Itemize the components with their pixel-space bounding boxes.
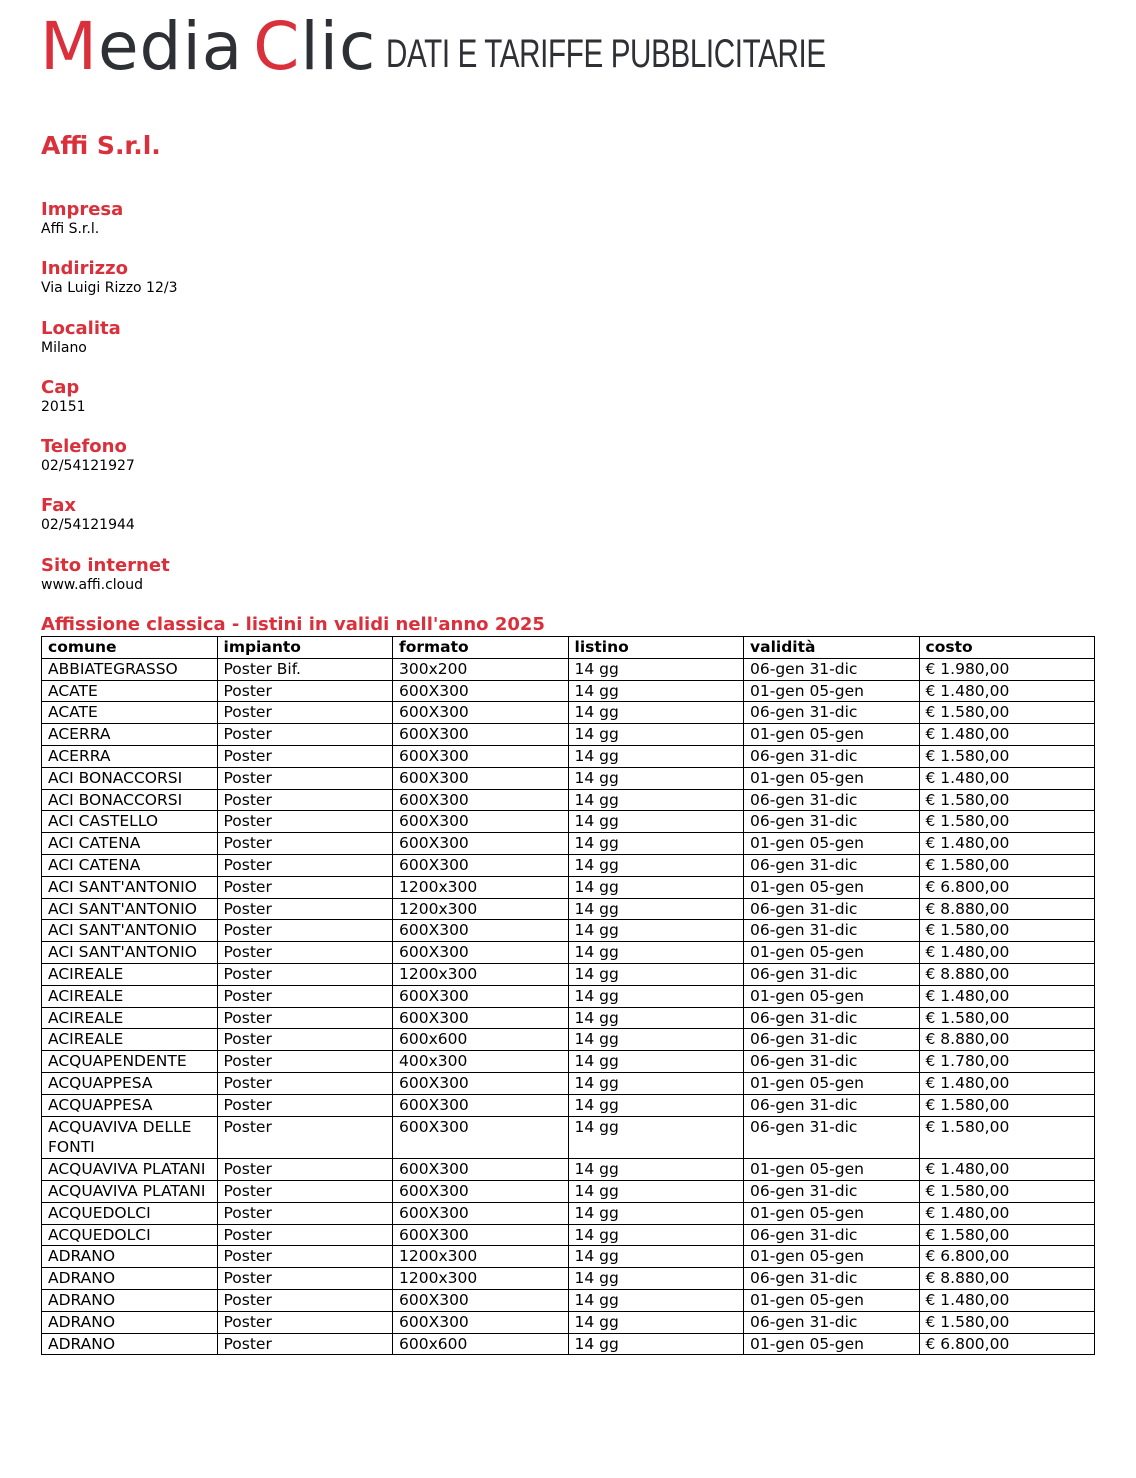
table-cell: ACI CASTELLO <box>42 811 218 833</box>
table-cell: 01-gen 05-gen <box>744 767 920 789</box>
table-cell: 14 gg <box>568 724 744 746</box>
table-cell: ACERRA <box>42 724 218 746</box>
table-cell: 600X300 <box>393 985 569 1007</box>
mediaclic-logo <box>40 8 981 85</box>
table-cell: 1200x300 <box>393 1268 569 1290</box>
table-cell: 600X300 <box>393 745 569 767</box>
table-cell: 06-gen 31-dic <box>744 963 920 985</box>
table-cell: 01-gen 05-gen <box>744 1289 920 1311</box>
table-cell: 06-gen 31-dic <box>744 1094 920 1116</box>
table-cell: 01-gen 05-gen <box>744 1072 920 1094</box>
table-row <box>42 985 1095 1007</box>
table-cell: € 1.580,00 <box>919 1094 1095 1116</box>
table-row <box>42 854 1095 876</box>
table-row <box>42 1072 1095 1094</box>
company-info <box>41 199 641 614</box>
table-cell: € 1.580,00 <box>919 1116 1095 1159</box>
table-row <box>42 876 1095 898</box>
table-row <box>42 833 1095 855</box>
table-cell: € 1.580,00 <box>919 702 1095 724</box>
logo-tagline: DATI E TARIFFE PUBBLICITARIE <box>386 32 827 76</box>
info-field-value: Milano <box>41 339 87 356</box>
table-cell: 01-gen 05-gen <box>744 833 920 855</box>
table-cell: Poster Bif. <box>217 658 393 680</box>
table-cell: 1200x300 <box>393 876 569 898</box>
table-row <box>42 1289 1095 1311</box>
info-field-label: Indirizzo <box>41 258 128 280</box>
logo-wordmark-media <box>40 8 244 85</box>
table-cell: € 1.480,00 <box>919 724 1095 746</box>
table-row <box>42 811 1095 833</box>
table-cell: 14 gg <box>568 942 744 964</box>
info-field-value: Via Luigi Rizzo 12/3 <box>41 280 178 297</box>
info-field-value: 20151 <box>41 398 86 415</box>
table-cell: 14 gg <box>568 680 744 702</box>
table-cell: 01-gen 05-gen <box>744 1246 920 1268</box>
table-row <box>42 1007 1095 1029</box>
table-cell: 01-gen 05-gen <box>744 724 920 746</box>
table-cell: Poster <box>217 920 393 942</box>
table-cell: 14 gg <box>568 658 744 680</box>
table-row <box>42 1029 1095 1051</box>
table-cell: Poster <box>217 811 393 833</box>
info-field <box>41 555 641 614</box>
table-cell: 14 gg <box>568 1072 744 1094</box>
table-cell: Poster <box>217 1180 393 1202</box>
table-row <box>42 724 1095 746</box>
table-cell: Poster <box>217 833 393 855</box>
table-cell: ACERRA <box>42 745 218 767</box>
table-cell: 01-gen 05-gen <box>744 1202 920 1224</box>
table-row <box>42 702 1095 724</box>
table-cell: 600X300 <box>393 1289 569 1311</box>
page-title: Affi S.r.l. <box>41 131 161 160</box>
table-cell: ACQUAVIVA DELLE FONTI <box>42 1116 218 1159</box>
table-cell: 06-gen 31-dic <box>744 1029 920 1051</box>
info-field-value[interactable]: www.affi.cloud <box>41 576 143 593</box>
table-cell: € 1.480,00 <box>919 1072 1095 1094</box>
table-cell: 600X300 <box>393 1180 569 1202</box>
table-cell: 06-gen 31-dic <box>744 1268 920 1290</box>
table-cell: Poster <box>217 963 393 985</box>
table-cell: € 8.880,00 <box>919 963 1095 985</box>
table-cell: € 1.480,00 <box>919 833 1095 855</box>
table-cell: 14 gg <box>568 985 744 1007</box>
table-cell: 14 gg <box>568 854 744 876</box>
info-field <box>41 436 641 495</box>
table-row <box>42 745 1095 767</box>
table-cell: € 1.580,00 <box>919 745 1095 767</box>
table-cell: € 8.880,00 <box>919 1029 1095 1051</box>
table-row <box>42 1159 1095 1181</box>
table-cell: ACATE <box>42 702 218 724</box>
table-cell: 600X300 <box>393 1072 569 1094</box>
table-cell: ACQUAPPESA <box>42 1072 218 1094</box>
table-row <box>42 680 1095 702</box>
table-cell: 1200x300 <box>393 1246 569 1268</box>
logo-letter: M <box>40 8 98 85</box>
table-cell: 14 gg <box>568 1289 744 1311</box>
column-header: listino <box>568 637 744 659</box>
table-cell: 400x300 <box>393 1051 569 1073</box>
table-row <box>42 1311 1095 1333</box>
table-cell: Poster <box>217 1311 393 1333</box>
table-cell: 14 gg <box>568 833 744 855</box>
table-cell: Poster <box>217 1116 393 1159</box>
table-cell: 06-gen 31-dic <box>744 1116 920 1159</box>
info-field-label: Impresa <box>41 199 124 220</box>
table-cell: 600X300 <box>393 724 569 746</box>
table-cell: 01-gen 05-gen <box>744 942 920 964</box>
table-cell: ACI BONACCORSI <box>42 789 218 811</box>
table-cell: 14 gg <box>568 1202 744 1224</box>
table-row <box>42 1094 1095 1116</box>
table-cell: 06-gen 31-dic <box>744 658 920 680</box>
table-cell: 600X300 <box>393 1094 569 1116</box>
table-row <box>42 789 1095 811</box>
price-list-table <box>41 636 1095 1355</box>
table-cell: 14 gg <box>568 1224 744 1246</box>
table-header-row <box>42 637 1095 659</box>
table-cell: 14 gg <box>568 1180 744 1202</box>
table-cell: Poster <box>217 854 393 876</box>
info-field <box>41 199 641 258</box>
info-field-label: Telefono <box>41 436 127 458</box>
table-cell: ACQUAPENDENTE <box>42 1051 218 1073</box>
table-cell: 300x200 <box>393 658 569 680</box>
table-cell: € 1.780,00 <box>919 1051 1095 1073</box>
table-cell: 01-gen 05-gen <box>744 1333 920 1355</box>
table-cell: Poster <box>217 789 393 811</box>
table-row <box>42 898 1095 920</box>
table-cell: 06-gen 31-dic <box>744 1051 920 1073</box>
column-header: costo <box>919 637 1095 659</box>
table-cell: Poster <box>217 680 393 702</box>
table-cell: Poster <box>217 1159 393 1181</box>
table-cell: € 1.480,00 <box>919 1202 1095 1224</box>
table-cell: Poster <box>217 702 393 724</box>
table-cell: 14 gg <box>568 789 744 811</box>
table-cell: 14 gg <box>568 811 744 833</box>
table-cell: 06-gen 31-dic <box>744 745 920 767</box>
logo-letters: lic <box>300 8 377 85</box>
table-row <box>42 920 1095 942</box>
table-row <box>42 1116 1095 1159</box>
table-cell: € 1.480,00 <box>919 985 1095 1007</box>
table-cell: 01-gen 05-gen <box>744 680 920 702</box>
table-cell: 06-gen 31-dic <box>744 811 920 833</box>
table-cell: Poster <box>217 876 393 898</box>
table-cell: 06-gen 31-dic <box>744 1180 920 1202</box>
table-cell: 600X300 <box>393 1311 569 1333</box>
table-cell: € 1.580,00 <box>919 1180 1095 1202</box>
table-row <box>42 767 1095 789</box>
table-cell: 06-gen 31-dic <box>744 920 920 942</box>
table-cell: € 6.800,00 <box>919 1333 1095 1355</box>
info-field-value: Affi S.r.l. <box>41 221 100 237</box>
table-cell: ACIREALE <box>42 963 218 985</box>
table-cell: ACI BONACCORSI <box>42 767 218 789</box>
table-cell: Poster <box>217 1029 393 1051</box>
table-cell: Poster <box>217 1007 393 1029</box>
table-cell: 600X300 <box>393 854 569 876</box>
table-cell: € 6.800,00 <box>919 1246 1095 1268</box>
table-cell: 1200x300 <box>393 963 569 985</box>
table-cell: 14 gg <box>568 767 744 789</box>
table-cell: ACIREALE <box>42 1029 218 1051</box>
table-cell: € 1.480,00 <box>919 1159 1095 1181</box>
section-title: Affissione classica - listini in validi nell'anno 2025 <box>41 614 545 635</box>
table-cell: 14 gg <box>568 702 744 724</box>
table-cell: 600X300 <box>393 811 569 833</box>
table-cell: 06-gen 31-dic <box>744 1224 920 1246</box>
table-cell: Poster <box>217 985 393 1007</box>
logo-letter: C <box>253 8 301 85</box>
info-field <box>41 258 641 317</box>
table-cell: Poster <box>217 1289 393 1311</box>
table-cell: 06-gen 31-dic <box>744 1311 920 1333</box>
table-cell: ACQUEDOLCI <box>42 1202 218 1224</box>
table-cell: Poster <box>217 745 393 767</box>
table-cell: ACQUAVIVA PLATANI <box>42 1159 218 1181</box>
table-cell: € 1.580,00 <box>919 920 1095 942</box>
logo-letters: edia <box>97 8 244 85</box>
table-cell: € 1.580,00 <box>919 811 1095 833</box>
column-header: comune <box>42 637 218 659</box>
table-cell: 14 gg <box>568 1159 744 1181</box>
info-field-label: Sito internet <box>41 554 170 576</box>
table-cell: € 1.580,00 <box>919 1007 1095 1029</box>
table-cell: € 8.880,00 <box>919 1268 1095 1290</box>
table-cell: Poster <box>217 898 393 920</box>
info-field-value: 02/54121927 <box>41 458 135 475</box>
table-cell: 600x600 <box>393 1029 569 1051</box>
table-cell: 14 gg <box>568 1051 744 1073</box>
table-row <box>42 1333 1095 1355</box>
table-cell: 14 gg <box>568 1116 744 1159</box>
table-cell: 01-gen 05-gen <box>744 1159 920 1181</box>
info-field-value: 02/54121944 <box>41 517 135 534</box>
table-cell: 14 gg <box>568 1094 744 1116</box>
table-cell: € 1.480,00 <box>919 942 1095 964</box>
table-row <box>42 1202 1095 1224</box>
table-row <box>42 963 1095 985</box>
table-cell: € 1.480,00 <box>919 1289 1095 1311</box>
table-cell: 06-gen 31-dic <box>744 702 920 724</box>
table-row <box>42 1246 1095 1268</box>
table-cell: ACQUAPPESA <box>42 1094 218 1116</box>
table-row <box>42 942 1095 964</box>
table-cell: 600X300 <box>393 942 569 964</box>
table-cell: 06-gen 31-dic <box>744 854 920 876</box>
table-cell: ACI CATENA <box>42 854 218 876</box>
info-field-label: Cap <box>41 376 80 398</box>
column-header: validità <box>744 637 920 659</box>
info-field <box>41 318 641 377</box>
table-cell: Poster <box>217 1333 393 1355</box>
table-cell: 600X300 <box>393 833 569 855</box>
table-row <box>42 1051 1095 1073</box>
table-cell: ADRANO <box>42 1333 218 1355</box>
table-cell: ACATE <box>42 680 218 702</box>
table-cell: 600X300 <box>393 680 569 702</box>
table-cell: 14 gg <box>568 1268 744 1290</box>
table-cell: 14 gg <box>568 1333 744 1355</box>
table-cell: ADRANO <box>42 1311 218 1333</box>
info-field-label: Fax <box>41 495 76 517</box>
table-cell: 1200x300 <box>393 898 569 920</box>
table-cell: Poster <box>217 1224 393 1246</box>
table-cell: 600x600 <box>393 1333 569 1355</box>
table-cell: 14 gg <box>568 1311 744 1333</box>
table-cell: 600X300 <box>393 1116 569 1159</box>
table-cell: € 8.880,00 <box>919 898 1095 920</box>
table-cell: 14 gg <box>568 1246 744 1268</box>
table-row <box>42 1268 1095 1290</box>
table-cell: ABBIATEGRASSO <box>42 658 218 680</box>
table-cell: Poster <box>217 767 393 789</box>
table-cell: € 1.980,00 <box>919 658 1095 680</box>
table-cell: 600X300 <box>393 702 569 724</box>
table-cell: € 1.480,00 <box>919 767 1095 789</box>
info-field-label: Localita <box>41 317 121 339</box>
table-cell: 01-gen 05-gen <box>744 985 920 1007</box>
table-cell: ACI CATENA <box>42 833 218 855</box>
table-cell: Poster <box>217 1051 393 1073</box>
table-cell: 06-gen 31-dic <box>744 898 920 920</box>
table-cell: 14 gg <box>568 1029 744 1051</box>
info-field <box>41 495 641 554</box>
table-cell: ACI SANT'ANTONIO <box>42 876 218 898</box>
table-cell: Poster <box>217 724 393 746</box>
table-cell: 14 gg <box>568 745 744 767</box>
table-cell: 600X300 <box>393 1007 569 1029</box>
table-cell: 14 gg <box>568 1007 744 1029</box>
column-header: impianto <box>217 637 393 659</box>
table-cell: 14 gg <box>568 876 744 898</box>
table-cell: ADRANO <box>42 1289 218 1311</box>
table-cell: Poster <box>217 1072 393 1094</box>
table-cell: 14 gg <box>568 920 744 942</box>
table-cell: € 1.580,00 <box>919 1224 1095 1246</box>
table-row <box>42 1224 1095 1246</box>
table-cell: ACIREALE <box>42 985 218 1007</box>
table-body <box>42 658 1095 1355</box>
table-cell: 600X300 <box>393 1224 569 1246</box>
table-cell: ACQUAVIVA PLATANI <box>42 1180 218 1202</box>
table-cell: ACI SANT'ANTONIO <box>42 898 218 920</box>
table-cell: ADRANO <box>42 1246 218 1268</box>
info-field <box>41 377 641 436</box>
table-cell: € 1.580,00 <box>919 854 1095 876</box>
table-cell: € 1.580,00 <box>919 789 1095 811</box>
table-cell: € 1.580,00 <box>919 1311 1095 1333</box>
table-cell: Poster <box>217 1094 393 1116</box>
table-cell: 600X300 <box>393 1159 569 1181</box>
table-cell: Poster <box>217 1268 393 1290</box>
table-cell: ACQUEDOLCI <box>42 1224 218 1246</box>
table-cell: Poster <box>217 1202 393 1224</box>
table-cell: 06-gen 31-dic <box>744 1007 920 1029</box>
table-cell: ACI SANT'ANTONIO <box>42 920 218 942</box>
table-row <box>42 1180 1095 1202</box>
table-cell: 600X300 <box>393 789 569 811</box>
table-cell: 600X300 <box>393 920 569 942</box>
table-cell: ADRANO <box>42 1268 218 1290</box>
table-cell: ACI SANT'ANTONIO <box>42 942 218 964</box>
table-cell: ACIREALE <box>42 1007 218 1029</box>
column-header: formato <box>393 637 569 659</box>
table-cell: 600X300 <box>393 1202 569 1224</box>
table-cell: 600X300 <box>393 767 569 789</box>
table-cell: € 6.800,00 <box>919 876 1095 898</box>
table-cell: 14 gg <box>568 898 744 920</box>
table-row <box>42 658 1095 680</box>
table-cell: € 1.480,00 <box>919 680 1095 702</box>
table-cell: 06-gen 31-dic <box>744 789 920 811</box>
table-cell: 01-gen 05-gen <box>744 876 920 898</box>
table-cell: 14 gg <box>568 963 744 985</box>
table-cell: Poster <box>217 942 393 964</box>
logo-wordmark-clic <box>253 8 377 85</box>
table-cell: Poster <box>217 1246 393 1268</box>
